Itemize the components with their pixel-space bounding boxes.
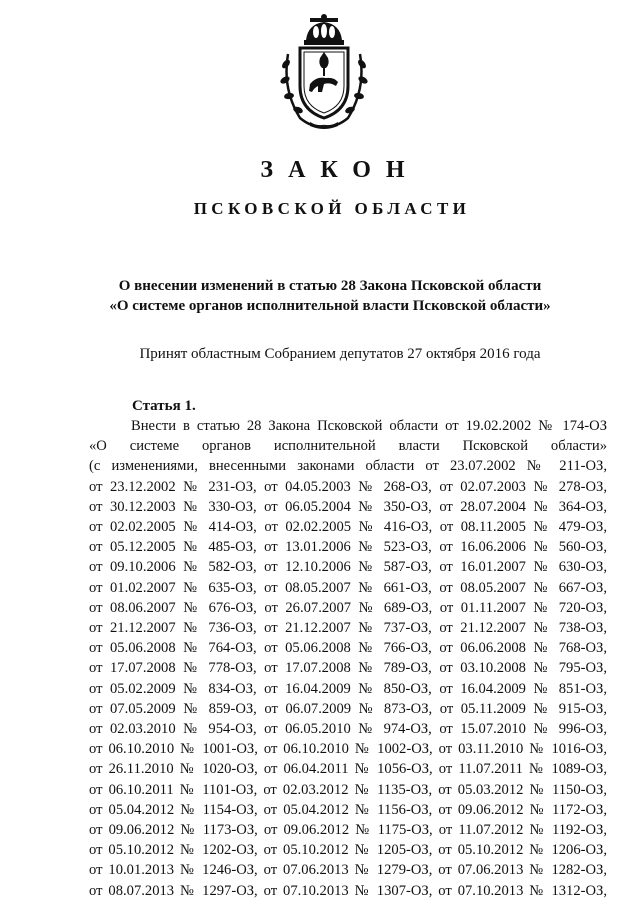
body-line: от 10.01.2013 № 1246-ОЗ, от 07.06.2013 № 1279-ОЗ, от 07.06.2013 № 1282-ОЗ, [89, 862, 607, 879]
region-title: ПСКОВСКОЙ ОБЛАСТИ [193, 199, 471, 218]
body-line: (с изменениями, внесенными законами области от 23.07.2002 № 211-ОЗ, [89, 458, 607, 475]
body-line: от 30.12.2003 № 330-ОЗ, от 06.05.2004 № 350-ОЗ, от 28.07.2004 № 364-ОЗ, [89, 498, 607, 515]
body-line: от 05.12.2005 № 485-ОЗ, от 13.01.2006 № 523-ОЗ, от 16.06.2006 № 560-ОЗ, [89, 539, 607, 556]
body-line: от 08.07.2013 № 1297-ОЗ, от 07.10.2013 № 1307-ОЗ, от 07.10.2013 № 1312-ОЗ, [89, 882, 607, 899]
body-line: от 17.07.2008 № 778-ОЗ, от 17.07.2008 № 789-ОЗ, от 03.10.2008 № 795-ОЗ, [89, 660, 607, 677]
body-line: от 01.02.2007 № 635-ОЗ, от 08.05.2007 № 661-ОЗ, от 08.05.2007 № 667-ОЗ, [89, 579, 607, 596]
body-line: от 08.06.2007 № 676-ОЗ, от 26.07.2007 № 689-ОЗ, от 01.11.2007 № 720-ОЗ, [89, 599, 607, 616]
body-line: от 06.10.2011 № 1101-ОЗ, от 02.03.2012 № 1135-ОЗ, от 05.03.2012 № 1150-ОЗ, [89, 781, 607, 798]
body-line: от 05.04.2012 № 1154-ОЗ, от 05.04.2012 № 1156-ОЗ, от 09.06.2012 № 1172-ОЗ, [89, 801, 607, 818]
body-line: от 05.02.2009 № 834-ОЗ, от 16.04.2009 № 850-ОЗ, от 16.04.2009 № 851-ОЗ, [89, 680, 607, 697]
body-line: от 05.10.2012 № 1202-ОЗ, от 05.10.2012 № 1205-ОЗ, от 05.10.2012 № 1206-ОЗ, [89, 842, 607, 859]
body-line: от 23.12.2002 № 231-ОЗ, от 04.05.2003 № 268-ОЗ, от 02.07.2003 № 278-ОЗ, [89, 478, 607, 495]
body-line: от 09.06.2012 № 1173-ОЗ, от 09.06.2012 № 1175-ОЗ, от 11.07.2012 № 1192-ОЗ, [89, 822, 607, 839]
body-line: Внести в статью 28 Закона Псковской области от 19.02.2002 № 174-ОЗ [131, 418, 607, 434]
body-line: от 06.10.2010 № 1001-ОЗ, от 06.10.2010 № 1002-ОЗ, от 03.11.2010 № 1016-ОЗ, [89, 741, 607, 758]
article-heading: Статья 1. [132, 398, 196, 414]
body-line: от 21.12.2007 № 736-ОЗ, от 21.12.2007 № 737-ОЗ, от 21.12.2007 № 738-ОЗ, [89, 620, 607, 637]
subject-line-2: «О системе органов исполнительной власти Псковской области» [109, 298, 551, 314]
coat-of-arms-icon [280, 14, 368, 132]
article-body [89, 416, 607, 901]
body-line: от 05.06.2008 № 764-ОЗ, от 05.06.2008 № 766-ОЗ, от 06.06.2008 № 768-ОЗ, [89, 640, 607, 657]
adoption-note: Принят областным Собранием депутатов 27 октября 2016 года [139, 346, 541, 362]
law-subject [70, 276, 590, 316]
body-line: от 26.11.2010 № 1020-ОЗ, от 06.04.2011 № 1056-ОЗ, от 11.07.2011 № 1089-ОЗ, [89, 761, 607, 778]
law-title: ЗАКОН [260, 157, 420, 183]
body-line: от 09.10.2006 № 582-ОЗ, от 12.10.2006 № 587-ОЗ, от 16.01.2007 № 630-ОЗ, [89, 559, 607, 576]
body-line: «О системе органов исполнительной власти Псковской области» [89, 438, 607, 455]
body-line: от 02.03.2010 № 954-ОЗ, от 06.05.2010 № 974-ОЗ, от 15.07.2010 № 996-ОЗ, [89, 721, 607, 738]
body-line: от 07.05.2009 № 859-ОЗ, от 06.07.2009 № 873-ОЗ, от 05.11.2009 № 915-ОЗ, [89, 700, 607, 717]
subject-line-1: О внесении изменений в статью 28 Закона Псковской области [118, 278, 542, 294]
body-line: от 02.02.2005 № 414-ОЗ, от 02.02.2005 № 416-ОЗ, от 08.11.2005 № 479-ОЗ, [89, 519, 607, 536]
